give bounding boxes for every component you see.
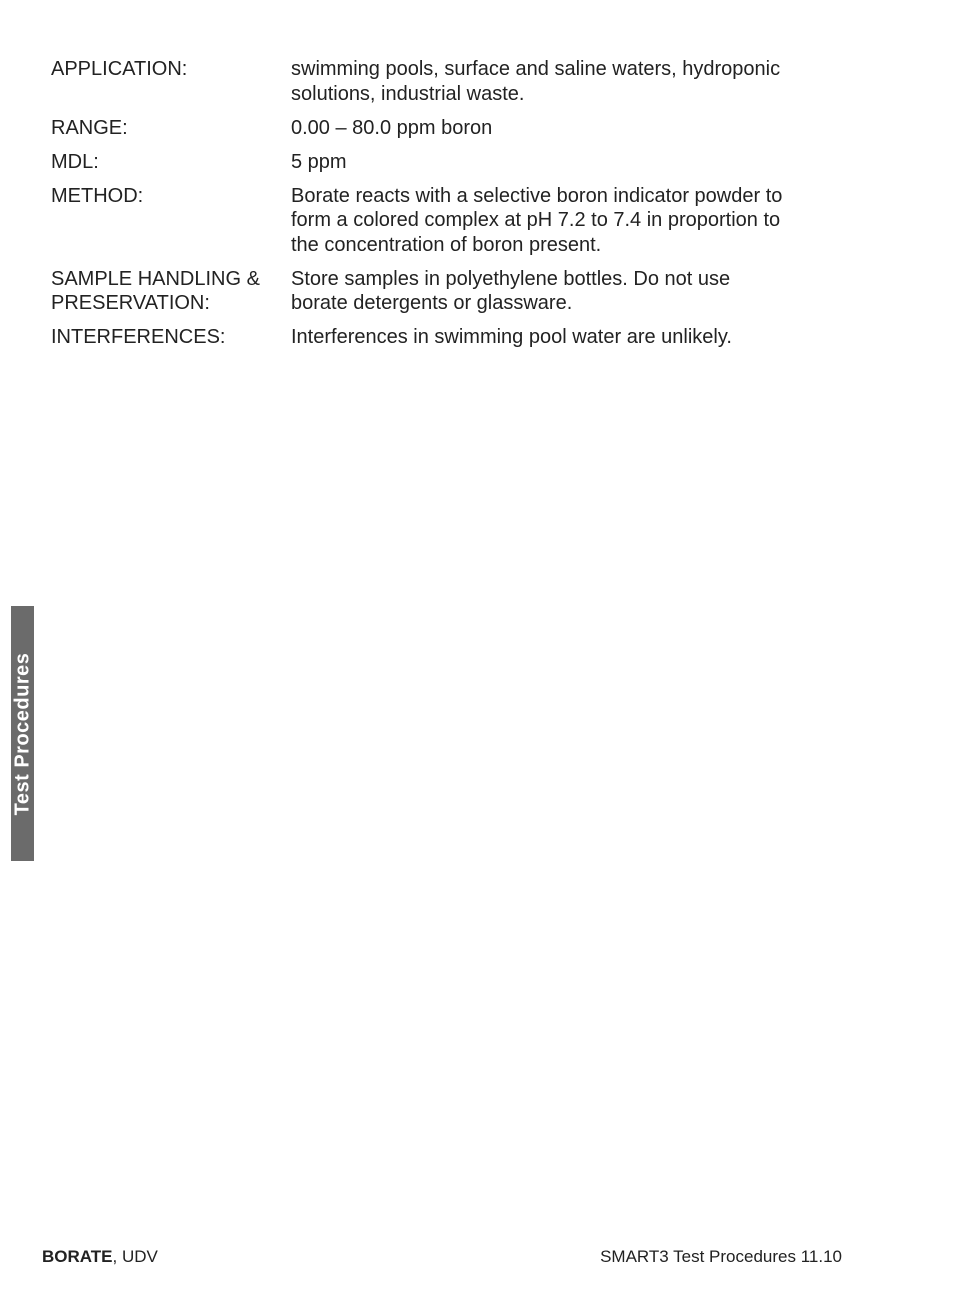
section-side-tab xyxy=(11,606,34,861)
specification-table xyxy=(51,57,851,359)
spec-label: APPLICATION: xyxy=(51,58,188,80)
spec-value-line: solutions, industrial waste. xyxy=(291,82,525,105)
spec-value xyxy=(291,116,851,150)
spec-value-line: the concentration of boron present. xyxy=(291,233,602,256)
spec-value xyxy=(291,184,851,267)
footer-test-name xyxy=(42,1246,158,1268)
spec-value xyxy=(291,150,851,184)
spec-value xyxy=(291,267,851,326)
footer-test-suffix: , UDV xyxy=(112,1247,158,1266)
spec-row-method xyxy=(51,184,851,267)
spec-row-interferences xyxy=(51,325,851,359)
spec-label: INTERFERENCES: xyxy=(51,326,226,348)
spec-value-line: Interferences in swimming pool water are unlikely. xyxy=(291,326,732,348)
spec-value-line: 5 ppm xyxy=(291,150,347,173)
section-side-tab-label: Test Procedures xyxy=(11,652,33,815)
footer-document-title: SMART3 Test Procedures 11.10 xyxy=(600,1247,842,1266)
spec-label-line: PRESERVATION: xyxy=(51,292,210,314)
spec-value-line: swimming pools, surface and saline waters, hydroponic xyxy=(291,58,781,80)
spec-value-line: 0.00 – 80.0 ppm boron xyxy=(291,116,493,139)
spec-value-line: Borate reacts with a selective boron indicator powder to xyxy=(291,184,783,207)
spec-row-range xyxy=(51,116,851,150)
spec-value-line: borate detergents or glassware. xyxy=(291,292,573,314)
spec-label xyxy=(51,267,291,326)
spec-label-line: SAMPLE HANDLING & xyxy=(51,267,260,290)
spec-value-line: Store samples in polyethylene bottles. Do not use xyxy=(291,267,731,290)
spec-value xyxy=(291,57,851,116)
spec-row-application xyxy=(51,57,851,116)
footer-test-name-bold: BORATE xyxy=(42,1247,113,1266)
spec-row-mdl xyxy=(51,150,851,184)
spec-label: METHOD: xyxy=(51,184,144,207)
spec-row-sample-handling xyxy=(51,267,851,326)
spec-value-line: form a colored complex at pH 7.2 to 7.4 in proportion to xyxy=(291,209,781,231)
spec-label: MDL: xyxy=(51,150,99,173)
spec-value xyxy=(291,325,851,359)
spec-label: RANGE: xyxy=(51,116,128,139)
